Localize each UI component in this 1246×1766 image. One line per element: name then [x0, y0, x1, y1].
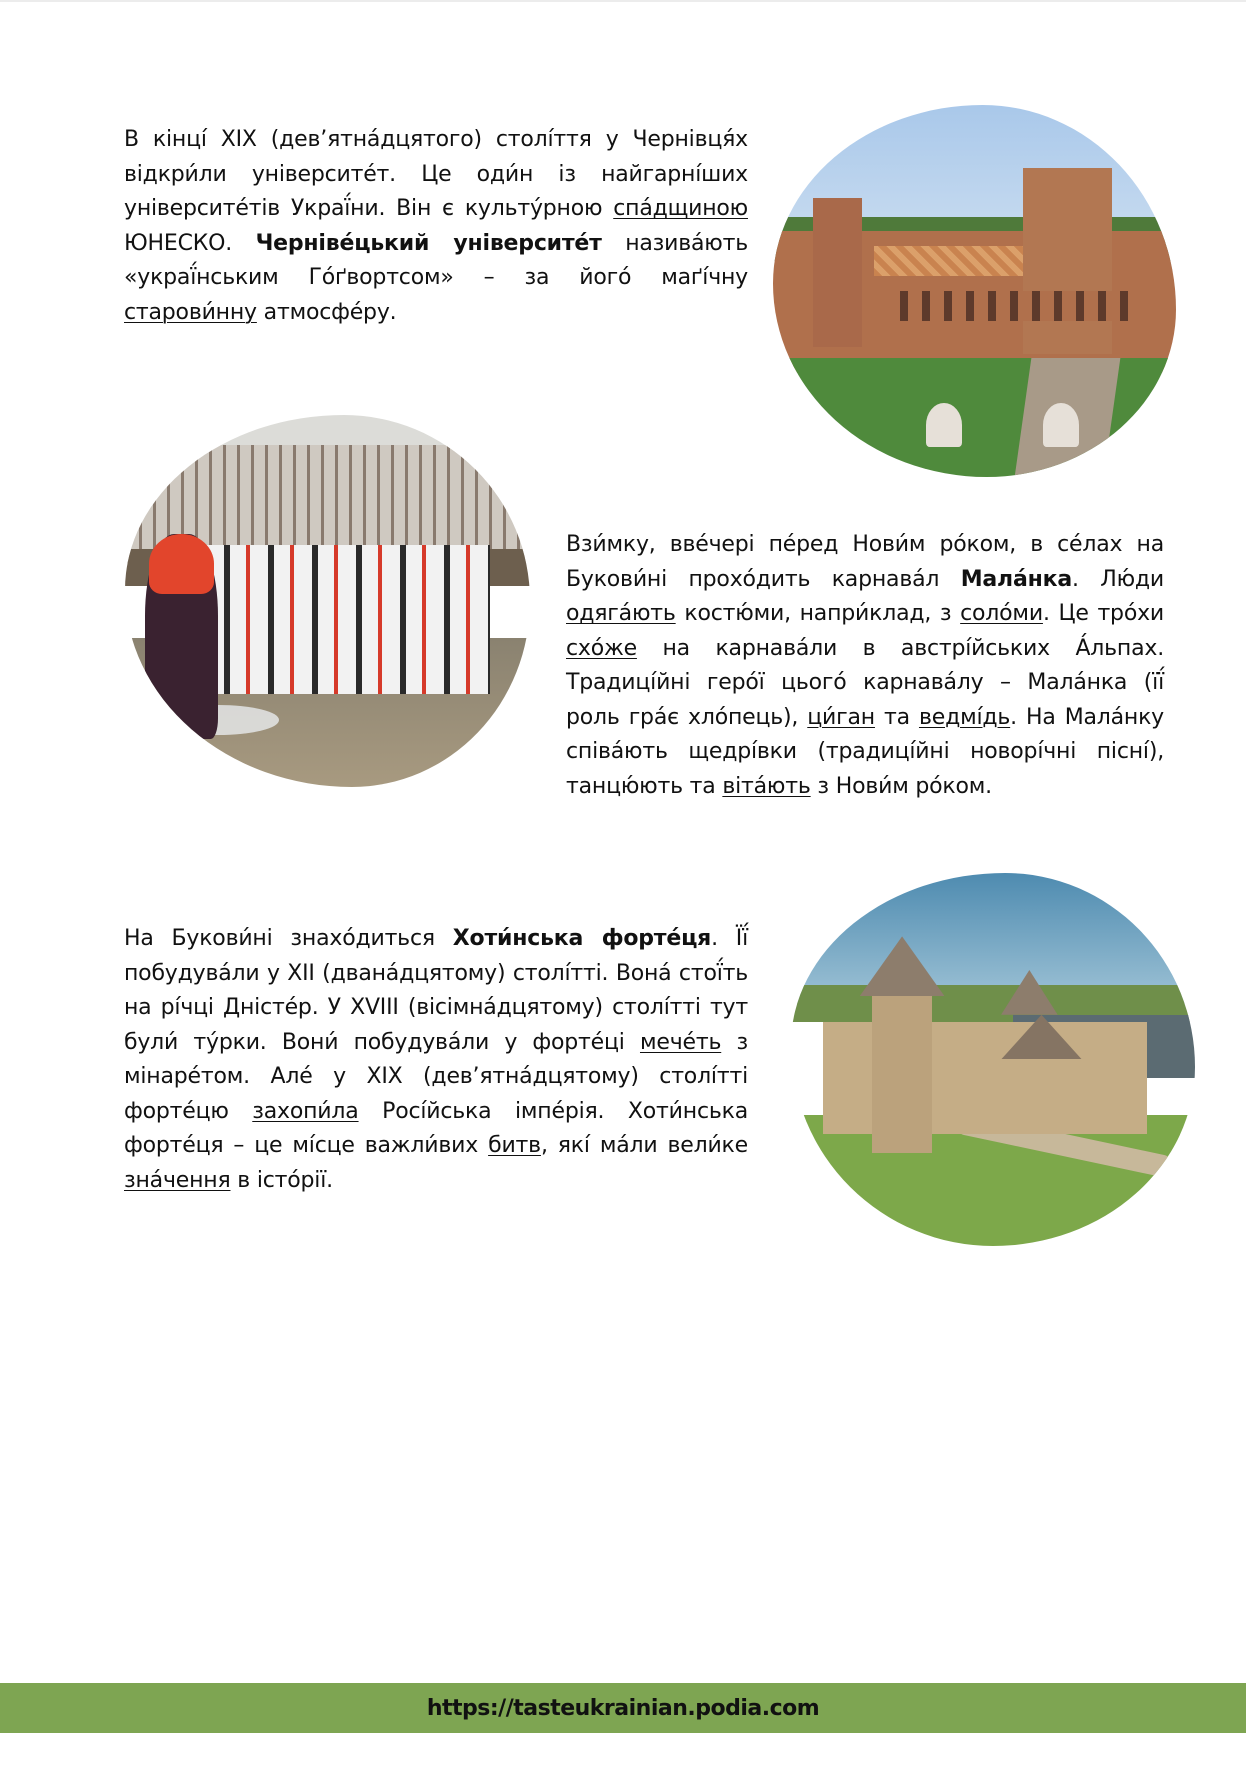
- text: назива́ють «украї́нським Го́ґвортсом» – за його́ маґі́чну: [124, 230, 748, 290]
- text: . Лю́ди: [1071, 566, 1165, 592]
- vocab-word: зна́чення: [124, 1167, 231, 1193]
- text: , які́ ма́ли вели́ке: [540, 1133, 748, 1158]
- vocab-word: віта́ють: [722, 773, 811, 799]
- paragraph-malanka: [566, 528, 1164, 804]
- fortress-photo: [791, 873, 1195, 1246]
- vocab-word: битв: [488, 1133, 541, 1158]
- text: та: [874, 704, 919, 730]
- text: в істо́рії.: [230, 1167, 333, 1193]
- text: костю́ми, напри́клад, з: [675, 601, 961, 626]
- vocab-word: ведмі́дь: [918, 704, 1011, 730]
- vocab-word: мече́ть: [639, 1029, 722, 1055]
- text: з мінаре́том. Але́ у XIX (дев’ятна́дцятому) столі́тті форте́цю: [124, 1029, 749, 1124]
- text: В кінці́ XIX (дев’ятна́дцятого) столі́ття у Чернівця́х відкри́ли університе́т. Це оди́н із найгарні́ших університе́тів Украї́ни. Він є культу́рною: [124, 127, 748, 221]
- bold-term: Черніве́цький університе́т: [255, 230, 602, 256]
- carnival-photo: [125, 415, 530, 787]
- text: . Це тро́хи: [1042, 601, 1164, 626]
- vocab-word: соло́ми: [960, 601, 1043, 626]
- footer-url-link[interactable]: https://tasteukrainian.podia.com: [426, 1695, 820, 1721]
- page-top-rule: [0, 0, 1246, 2]
- text: з Нови́м ро́ком.: [810, 773, 992, 799]
- paragraph-university: [124, 123, 748, 330]
- vocab-word: схо́же: [566, 635, 637, 661]
- vocab-word: одяга́ють: [566, 601, 676, 626]
- text: . Її́ побудува́ли у XII (двана́дцятому) столі́тті. Вона́ стої́ть на рі́чці Дністе́р. У XVIII (вісімна́дцятому) столі́тті тут були́ ту́рки. Вони́ побудува́ли у форте́ці: [124, 926, 748, 1055]
- vocab-word: старови́нну: [124, 299, 257, 325]
- text: на карнава́ли в австрі́йських А́льпах. Традиці́йні геро́ї цього́ карнава́лу – Мала́нка (її́ роль гра́є хло́пець),: [566, 635, 1164, 730]
- bold-term: Хоти́нська форте́ця: [452, 926, 712, 951]
- text: ЮНЕСКО.: [124, 230, 256, 256]
- text: Взи́мку, вве́чері пе́ред Нови́м ро́ком, в се́лах на Букови́ні прохо́дить карнава́л: [566, 532, 1164, 592]
- paragraph-fortress: [124, 922, 748, 1198]
- footer-bar: [0, 1683, 1246, 1733]
- text: Росі́йська імпе́рія. Хоти́нська форте́ця – це мі́сце важли́вих: [124, 1098, 748, 1158]
- text: атмосфе́ру.: [256, 299, 397, 325]
- vocab-word: спа́дщиною: [613, 196, 748, 221]
- bold-term: Мала́нка: [960, 566, 1072, 592]
- text: . На Мала́нку співа́ють щедрі́вки (традиці́йні новорі́чні пісні́), танцю́ють та: [566, 704, 1164, 799]
- text: На Букови́ні знахо́диться: [124, 926, 453, 951]
- university-photo: [773, 105, 1176, 477]
- vocab-word: захопи́ла: [252, 1098, 359, 1124]
- vocab-word: ци́ган: [807, 704, 875, 730]
